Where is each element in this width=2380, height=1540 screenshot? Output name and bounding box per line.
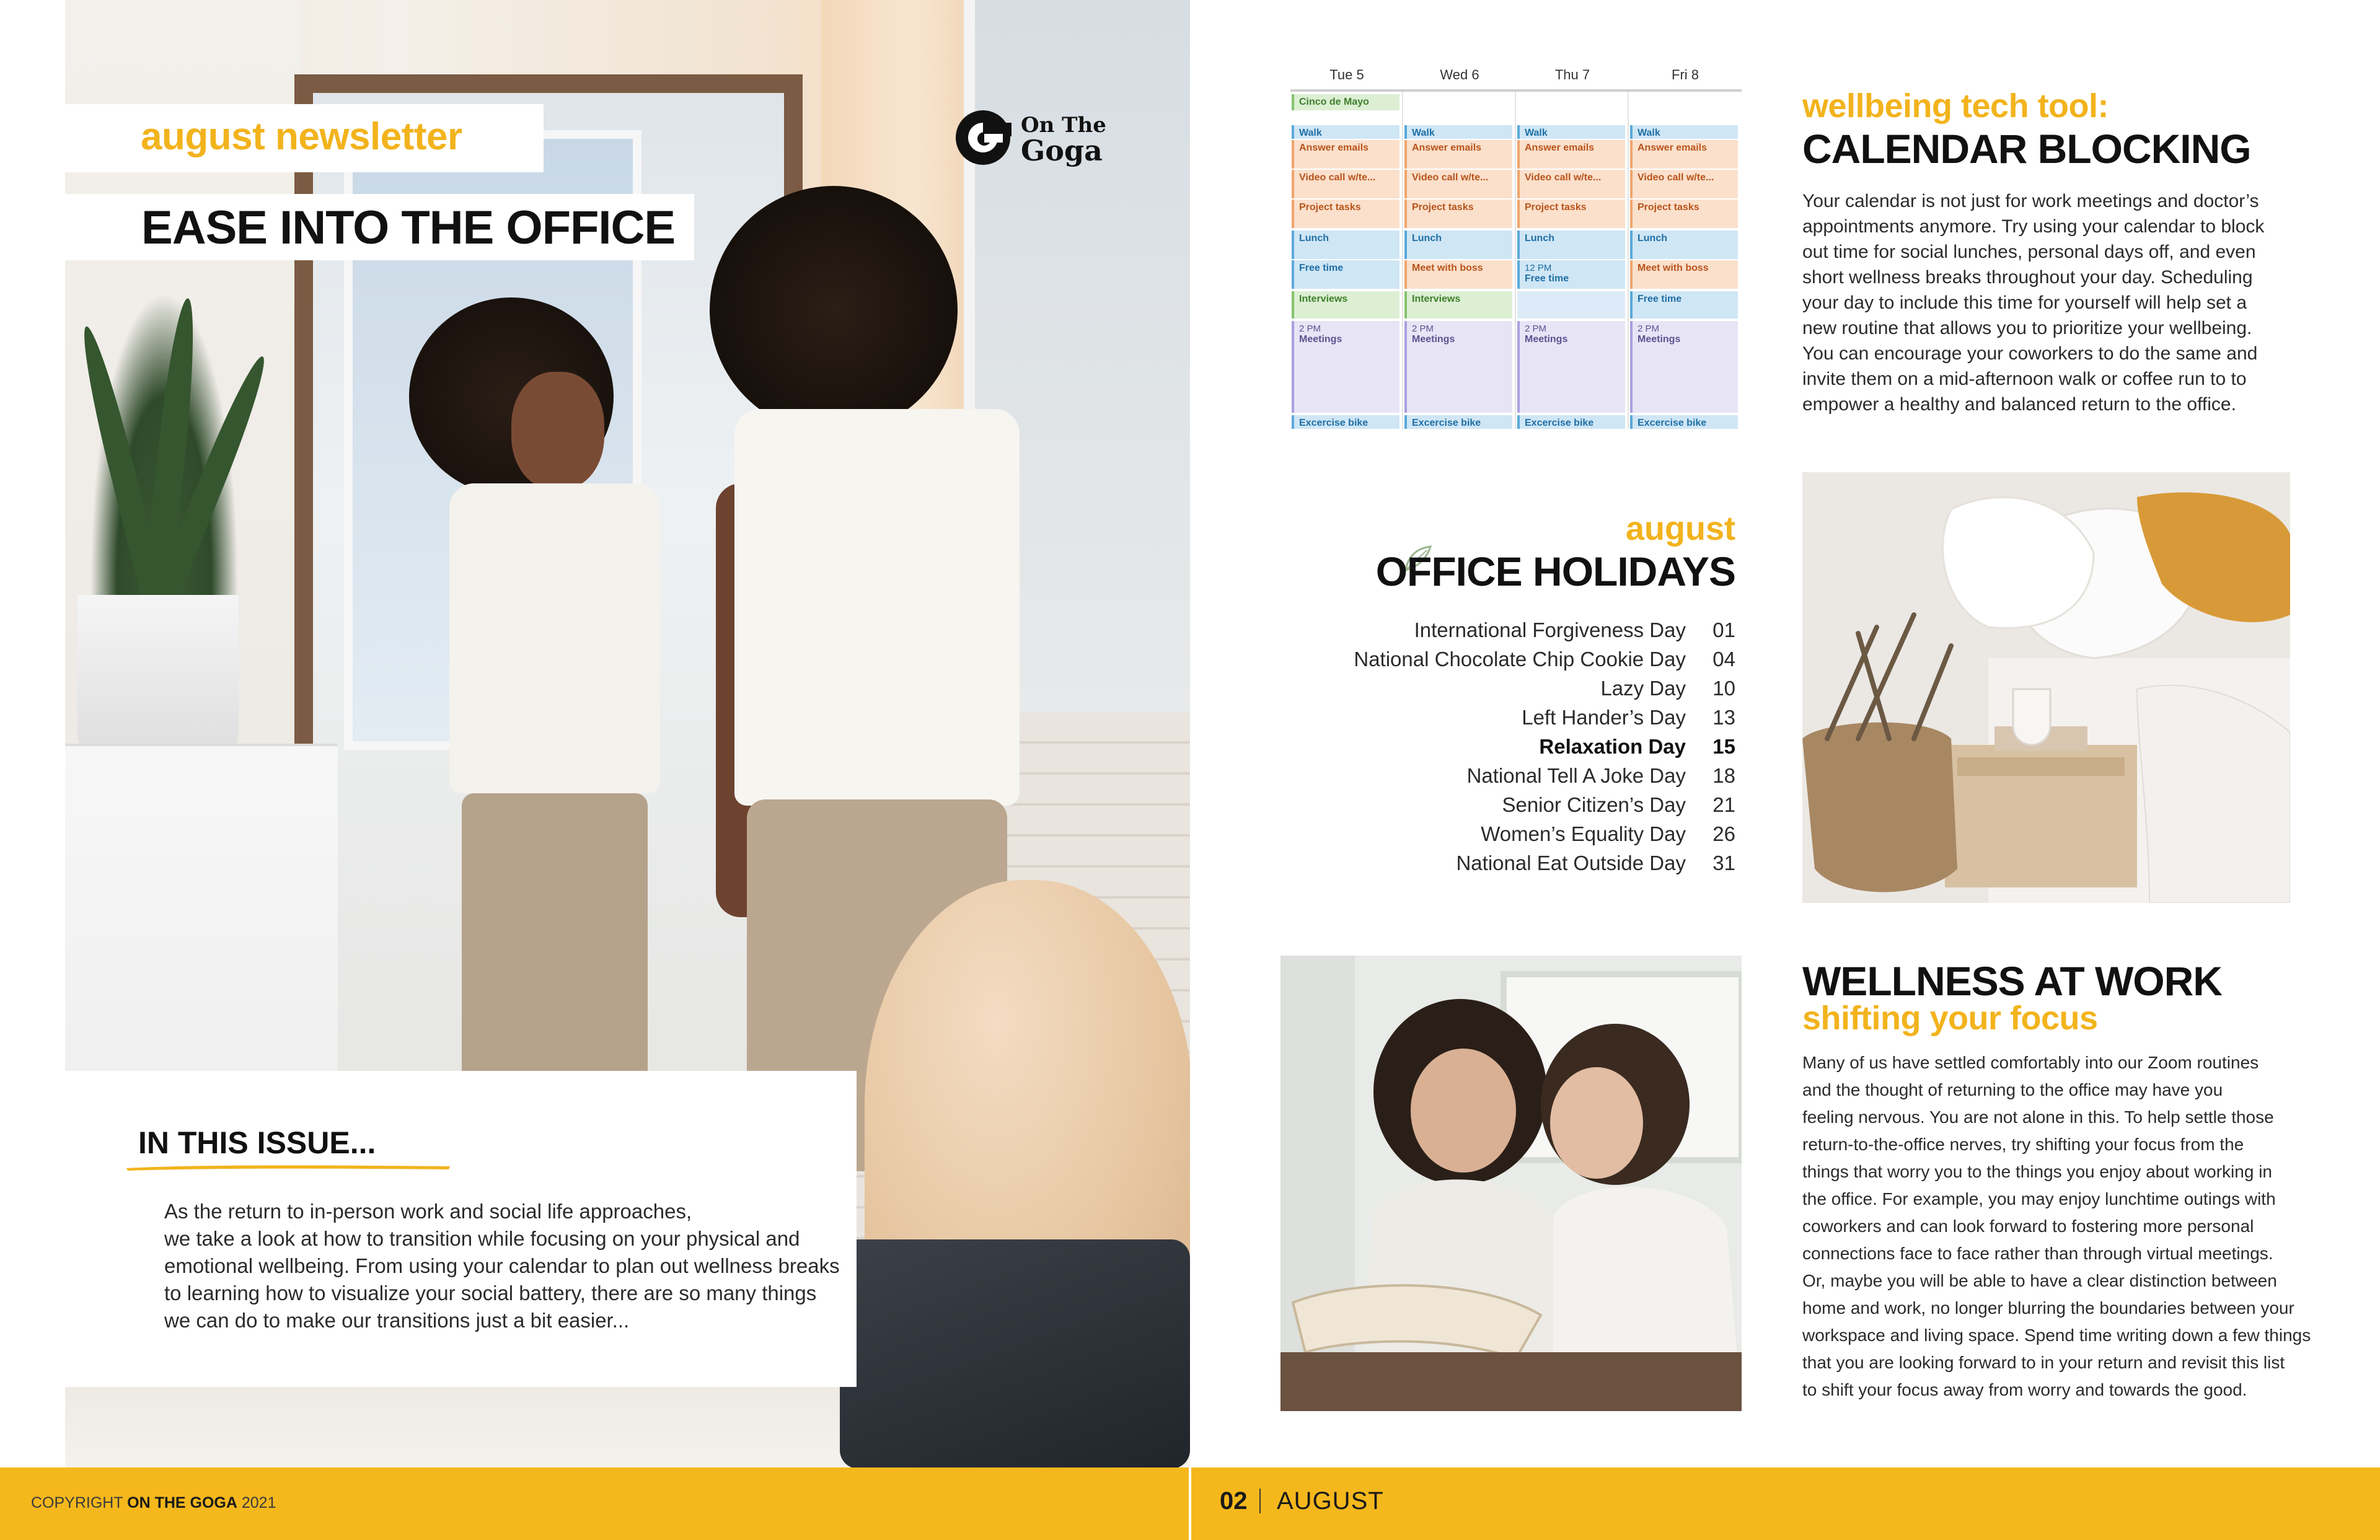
calendar-event[interactable] bbox=[1404, 291, 1512, 319]
footer-separator bbox=[1259, 1489, 1261, 1513]
calendar-event-time: 2 PM bbox=[1412, 323, 1434, 334]
calendar-event[interactable] bbox=[1630, 321, 1738, 413]
calendar-event[interactable] bbox=[1517, 231, 1625, 259]
holiday-row bbox=[1354, 790, 1735, 819]
wellness-line: return-to-the-office nerves, try shifting your focus from the bbox=[1802, 1135, 2244, 1154]
holiday-name: Senior Citizen’s Day bbox=[1502, 793, 1686, 816]
photo-bag bbox=[840, 1239, 1190, 1469]
holiday-name: Relaxation Day bbox=[1539, 734, 1686, 758]
holiday-day: 26 bbox=[1712, 822, 1735, 845]
calendar-event[interactable] bbox=[1404, 125, 1512, 139]
holiday-day: 15 bbox=[1712, 734, 1735, 758]
calendar-event-label: Free time bbox=[1525, 273, 1569, 284]
footer-month: AUGUST bbox=[1277, 1487, 1384, 1515]
calendar-event[interactable] bbox=[1630, 200, 1738, 228]
calendar-event-label: Meetings bbox=[1637, 334, 1681, 345]
holiday-row bbox=[1354, 761, 1735, 790]
holiday-row bbox=[1354, 819, 1735, 848]
calendar-event[interactable] bbox=[1404, 140, 1512, 169]
calendar-event[interactable] bbox=[1292, 200, 1399, 228]
page-number: 02 bbox=[1220, 1487, 1248, 1515]
calendar-event-label: Walk bbox=[1525, 128, 1548, 138]
wellness-line: and the thought of returning to the office may have you bbox=[1802, 1080, 2223, 1099]
calendar-event-label: Meetings bbox=[1525, 334, 1568, 345]
calendar-event[interactable] bbox=[1292, 231, 1399, 259]
wellness-line: home and work, no longer blurring the boundaries between your bbox=[1802, 1298, 2294, 1318]
photo-woman-top bbox=[734, 409, 1020, 806]
calendar-event[interactable] bbox=[1404, 415, 1512, 429]
wellbeing-title: CALENDAR BLOCKING bbox=[1802, 126, 2251, 172]
calendar-event[interactable] bbox=[1292, 415, 1399, 429]
wellness-line: workspace and living space. Spend time writing down a few things bbox=[1802, 1326, 2311, 1345]
calendar-event-label: Project tasks bbox=[1299, 202, 1361, 213]
wellbeing-line: Your calendar is not just for work meetings and doctor’s bbox=[1802, 191, 2259, 211]
calendar-event[interactable] bbox=[1292, 170, 1399, 198]
coworkers-photo-illustration bbox=[1280, 956, 1742, 1411]
wellness-line: that you are looking forward to in your return and revisit this list bbox=[1802, 1353, 2285, 1372]
calendar-event[interactable] bbox=[1517, 291, 1625, 319]
issue-text-line: emotional wellbeing. From using your calendar to plan out wellness breaks bbox=[164, 1254, 840, 1277]
calendar-event[interactable] bbox=[1517, 260, 1625, 289]
copyright-year: 2021 bbox=[241, 1494, 276, 1511]
wellness-body bbox=[1802, 1049, 2317, 1404]
wellness-line: feeling nervous. You are not alone in this. To help settle those bbox=[1802, 1107, 2274, 1127]
wellbeing-line: out time for social lunches, personal days off, and even bbox=[1802, 242, 2256, 262]
wellness-line: Many of us have settled comfortably into our Zoom routines bbox=[1802, 1053, 2259, 1072]
calendar-event-time: 2 PM bbox=[1637, 323, 1660, 334]
calendar-event-label: Video call w/te... bbox=[1525, 172, 1602, 183]
page-gutter-divider bbox=[1189, 1467, 1191, 1540]
issue-text-line: As the return to in-person work and social life approaches, bbox=[164, 1200, 692, 1223]
photo-reflection-pants bbox=[462, 793, 648, 1091]
footer-copyright bbox=[31, 1494, 276, 1512]
calendar-event-label: Walk bbox=[1637, 128, 1660, 138]
copyright-brand: ON THE GOGA bbox=[127, 1494, 237, 1511]
calendar-event[interactable] bbox=[1630, 140, 1738, 169]
wellness-line: Or, maybe you will be able to have a clear distinction between bbox=[1802, 1271, 2277, 1290]
holiday-day: 13 bbox=[1712, 705, 1735, 729]
in-this-issue-box bbox=[65, 1071, 857, 1387]
holiday-row bbox=[1354, 848, 1735, 878]
wellness-line: the office. For example, you may enjoy lunchtime outings with bbox=[1802, 1189, 2276, 1208]
calendar-event-label: Excercise bike bbox=[1637, 418, 1707, 428]
calendar-event[interactable] bbox=[1630, 125, 1738, 139]
wellbeing-line: invite them on a mid-afternoon walk or coffee run to to bbox=[1802, 369, 2247, 389]
calendar-event[interactable] bbox=[1404, 260, 1512, 289]
calendar-event-label: Video call w/te... bbox=[1637, 172, 1714, 183]
calendar-event[interactable] bbox=[1292, 140, 1399, 169]
calendar-event[interactable] bbox=[1630, 260, 1738, 289]
wellbeing-line: your day to include this time for yourself will help set a bbox=[1802, 293, 2247, 313]
photo-bedroom bbox=[1802, 472, 2290, 903]
calendar-event[interactable] bbox=[1404, 200, 1512, 228]
calendar-event-label: Meetings bbox=[1299, 334, 1342, 345]
calendar-event[interactable] bbox=[1517, 200, 1625, 228]
calendar-event-label: Free time bbox=[1299, 263, 1344, 273]
logo-text-line2: Goga bbox=[1021, 134, 1103, 167]
holiday-name: Left Hander’s Day bbox=[1522, 705, 1686, 729]
photo-woman-hair bbox=[710, 186, 958, 434]
calendar-day-header: Thu 7 bbox=[1554, 67, 1590, 82]
calendar-event[interactable] bbox=[1517, 125, 1625, 139]
calendar-event-time: 12 PM bbox=[1525, 263, 1552, 273]
calendar-event[interactable] bbox=[1404, 170, 1512, 198]
calendar-event-label: Answer emails bbox=[1299, 143, 1369, 153]
brush-underline-icon bbox=[124, 1163, 452, 1171]
calendar-event[interactable] bbox=[1630, 231, 1738, 259]
calendar-event-label: Answer emails bbox=[1412, 143, 1482, 153]
calendar-screenshot bbox=[1290, 67, 1742, 429]
calendar-event-label: Project tasks bbox=[1637, 202, 1699, 213]
wellness-line: connections face to face rather than through virtual meetings. bbox=[1802, 1244, 2273, 1263]
wellbeing-tag: wellbeing tech tool: bbox=[1802, 87, 2109, 125]
wellbeing-line: You can encourage your coworkers to do the same and bbox=[1802, 343, 2258, 364]
wellbeing-line: short wellness breaks throughout your day. Scheduling bbox=[1802, 267, 2253, 288]
page-title: EASE INTO THE OFFICE bbox=[141, 201, 676, 254]
holiday-row bbox=[1354, 732, 1735, 761]
holiday-row bbox=[1354, 615, 1735, 645]
holiday-day: 01 bbox=[1712, 618, 1735, 641]
photo-reflection-face bbox=[511, 372, 604, 490]
calendar-event-label: Lunch bbox=[1299, 233, 1329, 244]
calendar-event[interactable] bbox=[1630, 291, 1738, 319]
holiday-row bbox=[1354, 645, 1735, 674]
calendar-event-label: Lunch bbox=[1637, 233, 1667, 244]
calendar-event[interactable] bbox=[1517, 140, 1625, 169]
holiday-day: 18 bbox=[1712, 763, 1735, 787]
calendar-event-time: 2 PM bbox=[1525, 323, 1547, 334]
calendar-event-time: 2 PM bbox=[1299, 323, 1321, 334]
wellness-subtitle: shifting your focus bbox=[1802, 1000, 2098, 1037]
wellbeing-body bbox=[1802, 188, 2311, 417]
photo-plant-pot bbox=[77, 595, 239, 768]
holidays-tag: august bbox=[1625, 510, 1735, 547]
calendar-event[interactable] bbox=[1292, 321, 1399, 413]
calendar-column-divider bbox=[1628, 92, 1629, 429]
wellbeing-line: appointments anymore. Try using your calendar to block bbox=[1802, 216, 2265, 237]
wellness-line: coworkers and can look forward to fostering more personal bbox=[1802, 1217, 2254, 1236]
issue-text-line: to learning how to visualize your social battery, there are so many things bbox=[164, 1282, 817, 1305]
goga-logo-icon bbox=[954, 109, 1011, 166]
copyright-prefix: COPYRIGHT bbox=[31, 1494, 123, 1511]
calendar-event-label: Interviews bbox=[1299, 294, 1348, 304]
holiday-name: International Forgiveness Day bbox=[1414, 618, 1686, 641]
holiday-row bbox=[1354, 703, 1735, 732]
calendar-header-line bbox=[1290, 89, 1742, 92]
calendar-event[interactable] bbox=[1404, 321, 1512, 413]
holiday-day: 21 bbox=[1712, 793, 1735, 816]
wellbeing-line: new routine that allows you to prioritize your wellbeing. bbox=[1802, 318, 2252, 338]
holiday-day: 31 bbox=[1712, 851, 1735, 874]
holiday-name: National Eat Outside Day bbox=[1456, 851, 1686, 874]
wellbeing-line: empower a healthy and balanced return to the office. bbox=[1802, 394, 2236, 415]
calendar-event-label: Video call w/te... bbox=[1299, 172, 1376, 183]
calendar-event[interactable] bbox=[1630, 415, 1738, 429]
calendar-event-label: Excercise bike bbox=[1412, 418, 1481, 428]
calendar-event[interactable] bbox=[1517, 321, 1625, 413]
wellness-line: to shift your focus away from worry and towards the good. bbox=[1802, 1380, 2247, 1399]
calendar-day-header: Fri 8 bbox=[1672, 67, 1699, 82]
calendar-event-label: Lunch bbox=[1525, 233, 1554, 244]
calendar-event-label: Meet with boss bbox=[1412, 263, 1483, 273]
calendar-event[interactable] bbox=[1517, 170, 1625, 198]
calendar-event-label: Walk bbox=[1412, 128, 1435, 138]
holiday-day: 10 bbox=[1712, 676, 1735, 700]
calendar-event-label: Answer emails bbox=[1525, 143, 1595, 153]
calendar-column-divider bbox=[1402, 92, 1403, 429]
calendar-event-label: Project tasks bbox=[1525, 202, 1587, 213]
photo-reflection-top bbox=[449, 483, 660, 793]
calendar-event-label: Project tasks bbox=[1412, 202, 1474, 213]
calendar-event[interactable] bbox=[1404, 231, 1512, 259]
photo-coworkers bbox=[1280, 956, 1742, 1411]
logo-text-line1: On The bbox=[1021, 113, 1106, 138]
holiday-name: Women’s Equality Day bbox=[1481, 822, 1686, 845]
wellness-title: WELLNESS AT WORK bbox=[1802, 958, 2222, 1004]
issue-text-line: we take a look at how to transition while focusing on your physical and bbox=[164, 1227, 800, 1250]
wellness-line: things that worry you to the things you enjoy about working in bbox=[1802, 1162, 2272, 1181]
issue-text-line: we can do to make our transitions just a bit easier... bbox=[164, 1309, 630, 1332]
newsletter-label: august newsletter bbox=[141, 115, 462, 158]
calendar-event-label: Interviews bbox=[1412, 294, 1461, 304]
calendar-event-label: Walk bbox=[1299, 128, 1322, 138]
holiday-row bbox=[1354, 674, 1735, 703]
calendar-event-label: Meetings bbox=[1412, 334, 1455, 345]
calendar-event-label: Excercise bike bbox=[1525, 418, 1594, 428]
calendar-event-label: Lunch bbox=[1412, 233, 1442, 244]
calendar-event-label: Video call w/te... bbox=[1412, 172, 1489, 183]
calendar-event-label: Excercise bike bbox=[1299, 418, 1368, 428]
calendar-event-label: Answer emails bbox=[1637, 143, 1708, 153]
calendar-event[interactable] bbox=[1292, 125, 1399, 139]
bedroom-photo-illustration bbox=[1802, 472, 2290, 903]
holiday-name: Lazy Day bbox=[1600, 676, 1686, 700]
holidays-title: OFFICE HOLIDAYS bbox=[1375, 548, 1735, 594]
calendar-allday-event: Cinco de Mayo bbox=[1292, 94, 1399, 110]
calendar-event-label: Meet with boss bbox=[1637, 263, 1709, 273]
calendar-event[interactable] bbox=[1517, 415, 1625, 429]
holiday-name: National Tell A Joke Day bbox=[1466, 763, 1686, 787]
in-this-issue-title: IN THIS ISSUE... bbox=[138, 1125, 376, 1160]
calendar-event[interactable] bbox=[1292, 260, 1399, 289]
calendar-event[interactable] bbox=[1630, 170, 1738, 198]
brand-logo bbox=[954, 105, 1106, 174]
in-this-issue-text bbox=[164, 1198, 846, 1334]
calendar-event-label: Free time bbox=[1637, 294, 1682, 304]
holiday-name: National Chocolate Chip Cookie Day bbox=[1354, 647, 1686, 671]
calendar-event[interactable] bbox=[1292, 291, 1399, 319]
calendar-column-divider bbox=[1515, 92, 1516, 429]
holidays-list bbox=[1354, 615, 1735, 878]
calendar-day-header: Tue 5 bbox=[1329, 67, 1364, 82]
calendar-day-header: Wed 6 bbox=[1440, 67, 1479, 82]
holiday-day: 04 bbox=[1712, 647, 1735, 671]
